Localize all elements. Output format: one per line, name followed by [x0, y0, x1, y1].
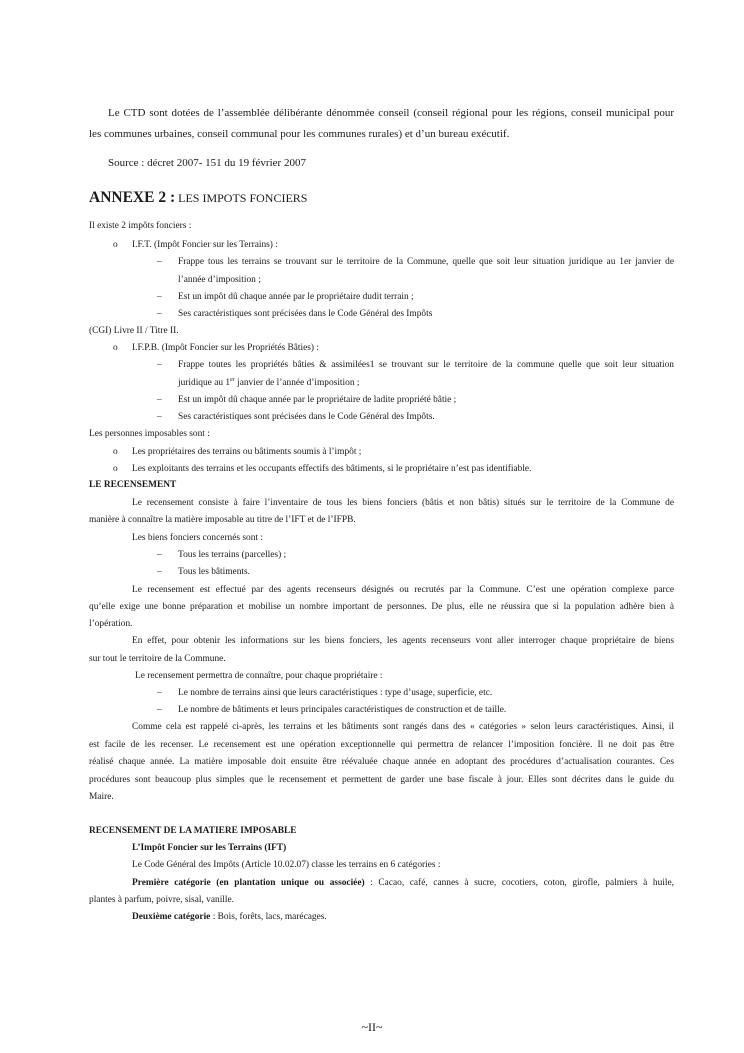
recensement-p1-line-2: manière à connaître la matière imposable au titre de l’IFT et de l’IFPB. [89, 515, 356, 525]
circle-bullet-icon: o [113, 343, 118, 353]
dash-bullet-icon: – [157, 412, 162, 422]
cgi-reference: (CGI) Livre II / Titre II. [89, 326, 179, 336]
matiere-heading: RECENSEMENT DE LA MATIERE IMPOSABLE [89, 826, 297, 836]
dash-bullet-icon: – [157, 395, 162, 405]
dash-bullet-icon: – [157, 360, 162, 370]
circle-bullet-icon: o [113, 240, 118, 250]
ift-item-1-line-1: Frappe tous les terrains se trouvant sur le territoire de la Commune, quelle que soit leur situation juridique au 1er janvier de [178, 257, 674, 267]
category-1-line-1 [132, 879, 674, 888]
circle-bullet-icon: o [113, 464, 118, 474]
intro-line-1: Le CTD sont dotées de l’assemblée délibérante dénommée conseil (conseil régional pour les régions, conseil municipal pour [108, 107, 674, 119]
dash-bullet-icon: – [157, 309, 162, 319]
permettra-intro: Le recensement permettra de connaître, pour chaque propriétaire : [135, 671, 383, 681]
imposables-item-1: Les propriétaires des terrains ou bâtiments soumis à l’impôt ; [132, 447, 362, 457]
biens-intro: Les biens fonciers concernés sont : [132, 533, 263, 543]
category-1-label: Première catégorie (en plantation unique ou associée) [132, 878, 365, 888]
ifpb-item-3: Ses caractéristiques sont précisées dans le Code Général des Impôts. [178, 412, 435, 422]
recensement-p4-line-3: réalisé chaque année. La matière imposable doit ensuite être réévaluée chaque année en adoptant des procédures d’actualisation courantes. Ces [89, 757, 674, 767]
circle-bullet-icon: o [113, 447, 118, 457]
ift-item-2: Est un impôt dû chaque année par le propriétaire dudit terrain ; [178, 292, 414, 302]
permettra-item-2: Le nombre de bâtiments et leurs principales caractéristiques de construction et de taille. [178, 705, 507, 715]
dash-bullet-icon: – [157, 550, 162, 560]
recensement-heading: LE RECENSEMENT [89, 480, 177, 490]
recensement-p2-line-1: Le recensement est effectué par des agents recenseurs désignés ou recrutés par la Commune. C’est une opération complexe parce [132, 585, 674, 595]
category-1-text: : Cacao, café, cannes à sucre, cocotiers, coton, girofle, palmiers à huile, [364, 878, 674, 888]
source-line: Source : décret 2007- 151 du 19 février 2007 [108, 157, 306, 169]
ift-item-1-line-2: l’année d’imposition ; [178, 275, 261, 285]
biens-item-1: Tous les terrains (parcelles) ; [178, 550, 287, 560]
dash-bullet-icon: – [157, 688, 162, 698]
dash-bullet-icon: – [157, 292, 162, 302]
recensement-p3-line-2: sur tout le territoire de la Commune. [89, 654, 226, 664]
annexe-title-rest: LES IMPOTS FONCIERS [175, 191, 308, 205]
category-2-line [132, 913, 327, 922]
recensement-p2-line-3: l’opération. [89, 619, 133, 629]
recensement-p3-line-1: En effet, pour obtenir les informations sur les biens fonciers, les agents recenseurs vont aller interroger chaque propriétaire de biens [132, 636, 674, 646]
ifpb-item-1-sup: er [230, 377, 235, 383]
ifpb-label: I.F.P.B. (Impôt Foncier sur les Propriétés Bâties) : [132, 343, 319, 353]
dash-bullet-icon: – [157, 257, 162, 267]
category-1-line-2: plantes à parfum, poivre, sisal, vanille. [89, 895, 235, 905]
ift-item-3: Ses caractéristiques sont précisées dans le Code Général des Impôts [178, 309, 433, 319]
category-2-label: Deuxième catégorie [132, 912, 211, 922]
annexe-title [89, 190, 307, 206]
biens-item-2: Tous les bâtiments. [178, 567, 250, 577]
intro-line-2: les communes urbaines, conseil communal pour les communes rurales) et d’un bureau exécutif. [89, 128, 510, 140]
annexe-title-bold: ANNEXE 2 : [89, 189, 176, 206]
ift-subheading: L’Impôt Foncier sur les Terrains (IFT) [132, 843, 287, 853]
dash-bullet-icon: – [157, 567, 162, 577]
page-number: ~II~ [361, 1020, 383, 1034]
recensement-p4-line-2: est facile de les recenser. Le recensement est une opération exceptionnelle qui permettra de relancer l’imposition foncière. Il ne doit pas être [89, 740, 674, 750]
annexe-intro: Il existe 2 impôts fonciers : [89, 221, 192, 231]
category-2-text: : Bois, forêts, lacs, marécages. [210, 912, 327, 922]
recensement-p4-line-1: Comme cela est rappelé ci-après, les terrains et les bâtiments sont rangés dans des « catégories » selon leurs caractéristiques. Ainsi, il [132, 722, 674, 732]
ifpb-item-1-part-a: juridique au 1 [178, 378, 231, 388]
ift-label: I.F.T. (Impôt Foncier sur les Terrains) : [132, 240, 278, 250]
ifpb-item-2: Est un impôt dû chaque année par le propriétaire de ladite propriété bâtie ; [178, 395, 457, 405]
dash-bullet-icon: – [157, 705, 162, 715]
ifpb-item-1-line-2 [178, 379, 359, 388]
ifpb-item-1-part-b: janvier de l’année d’imposition ; [234, 378, 360, 388]
recensement-p4-line-4: procédures sont beaucoup plus simples que le recensement et permettent de garder une base fiscale à jour. Elles sont décrites dans le guide du [89, 775, 674, 785]
cgi-classification: Le Code Général des Impôts (Article 10.02.07) classe les terrains en 6 catégories : [132, 860, 441, 870]
recensement-p2-line-2: qu’elle exige une bonne préparation et mobilise un nombre important de personnes. De plus, elle ne réussira que si la population adhère bien à [89, 602, 674, 612]
recensement-p1-line-1: Le recensement consiste à faire l’inventaire de tous les biens fonciers (bâtis et non bâtis) situés sur le territoire de la Commune de [132, 498, 674, 508]
imposables-intro: Les personnes imposables sont : [89, 429, 210, 439]
recensement-p4-line-5: Maire. [89, 792, 114, 802]
ifpb-item-1-line-1: Frappe toutes les propriétés bâties & assimilées1 se trouvant sur le territoire de la commune quelle que soit leur situation [178, 360, 674, 370]
imposables-item-2: Les exploitants des terrains et les occupants effectifs des bâtiments, si le propriétaire n’est pas identifiable. [132, 464, 532, 474]
permettra-item-1: Le nombre de terrains ainsi que leurs caractéristiques : type d’usage, superficie, etc. [178, 688, 493, 698]
